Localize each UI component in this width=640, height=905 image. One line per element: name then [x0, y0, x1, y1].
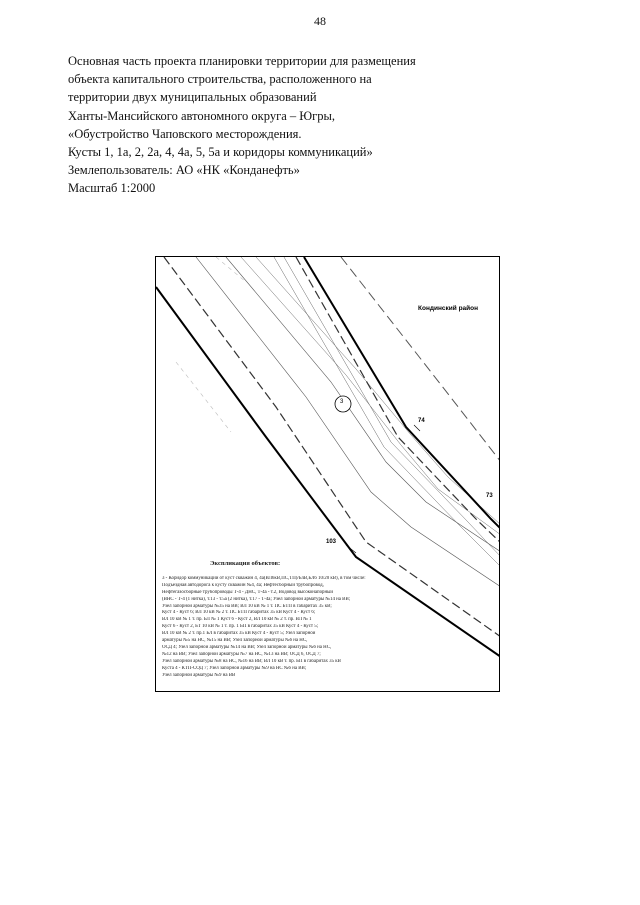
point-label-103: 103: [326, 539, 337, 545]
map-legend: [162, 561, 412, 680]
object-marker-label: 3: [340, 399, 344, 405]
header-line: Масштаб 1:2000: [68, 181, 156, 196]
legend-line: Куста 4 - КТП-СОД 7; Узел запорной арматуры №9 на НС №6 на ВВ;: [162, 665, 307, 671]
legend-line: Куст 6 - Куст 2, БТ 10 кВ № 1 т. пр. 1 БП в габаритах 35 кВ Куст 4 - Куст 5;: [162, 624, 319, 630]
legend-line: Куст 4 - Куст 6; ВЛ 10 кВ № 2 т. ПС БТП габаритах 35 кВ Куст 4 - Куст 6;: [162, 610, 316, 616]
header-line: Землепользователь: АО «НК «Конданефть»: [68, 163, 300, 178]
header-line: Кусты 1, 1а, 2, 2а, 4, 4а, 5, 5а и коридоры коммуникаций»: [68, 145, 373, 160]
legend-line: ВЛ 10 кВ № 2 т. пр.1 БЛ в габаритах 35 кВ Куст 4 - Куст 5; Узел запорной: [162, 631, 316, 637]
legend-line: Нефтегазосборные трубопроводы Т-4 - ДНС, Т-4а - т.2, Водовод высоконапорный: [162, 589, 333, 595]
legend-line: №12 на ВВ; Узел запорной арматуры №7 на НС, №13 на ВВ; ОСД 6, ОСД 7;: [162, 651, 321, 657]
header-line: Основная часть проекта планировки территории для размещения: [68, 54, 416, 68]
header-line: «Обустройство Чаповского месторождения.: [68, 126, 302, 141]
legend-line: ОСД 4; Узел запорной арматуры №14 на ВВ; Узел запорной арматуры №6 на НС,: [162, 644, 332, 650]
planning-map: [155, 256, 500, 692]
header-line: территории двух муниципальных образований: [68, 90, 317, 105]
point-leader-74: [414, 425, 420, 431]
communication-line: [226, 257, 500, 552]
communication-line: [241, 257, 500, 535]
legend-line: (ВНС - Т-4 (1 нитка), т.13 - т.5а (2 нитка), т.17 - Т-4а; Узел запорной арматуры №14 на ВВ;: [162, 596, 351, 602]
legend-title: Экспликация объектов:: [210, 560, 281, 567]
faint-line: [216, 257, 246, 282]
corridor-boundary-right: [304, 257, 500, 529]
document-header: [68, 52, 588, 198]
header-line: объекта капитального строительства, расположенного на: [68, 72, 372, 87]
communication-line: [256, 257, 500, 525]
faint-line: [176, 362, 231, 432]
legend-line: арматуры №5 на НС, №15 на ВВ; Узел запорной арматуры №6 на НС,: [162, 638, 308, 644]
legend-line: Узел запорной арматуры №35 на ВВ; ВЛ 10 кВ № 1 т. ПС БТП в габаритах 35 кВ;: [162, 603, 332, 609]
legend-line: 3 - Коридор коммуникаций от куст скважин 4, 4а(ВЛ6кВ,ПС,ТП)/БлВ,БЛ6 10/20 кВ), в том числе:: [162, 575, 366, 581]
point-label-74: 74: [418, 418, 425, 424]
communication-line: [284, 257, 500, 557]
legend-line: ВЛ 10 кВ № 1 т. пр. БЛ № 1 Куст 6 - Куст 2, ВЛ 10 кВ № 2 т. пр. ВЛ № 1: [162, 617, 312, 623]
point-label-73: 73: [486, 493, 493, 499]
legend-line: Узел запорной арматуры №8 на НС, №16 на ВВ; ВЛ 10 кВ т. пр. БП в габаритах 35 кВ: [162, 658, 341, 664]
communication-line: [274, 257, 500, 567]
legend-line: Подъездная автодорога к кусту скважин №4, 4а; Нефтесборный трубопровод,: [162, 582, 324, 588]
district-label: Кондинский район: [418, 305, 479, 312]
legend-line: Узел запорной арматуры №9 на ВВ: [162, 672, 236, 678]
header-line: Ханты-Мансийского автономного округа – Югры,: [68, 108, 336, 123]
corridor-dash-right: [296, 257, 500, 543]
page-number: 48: [314, 14, 326, 28]
